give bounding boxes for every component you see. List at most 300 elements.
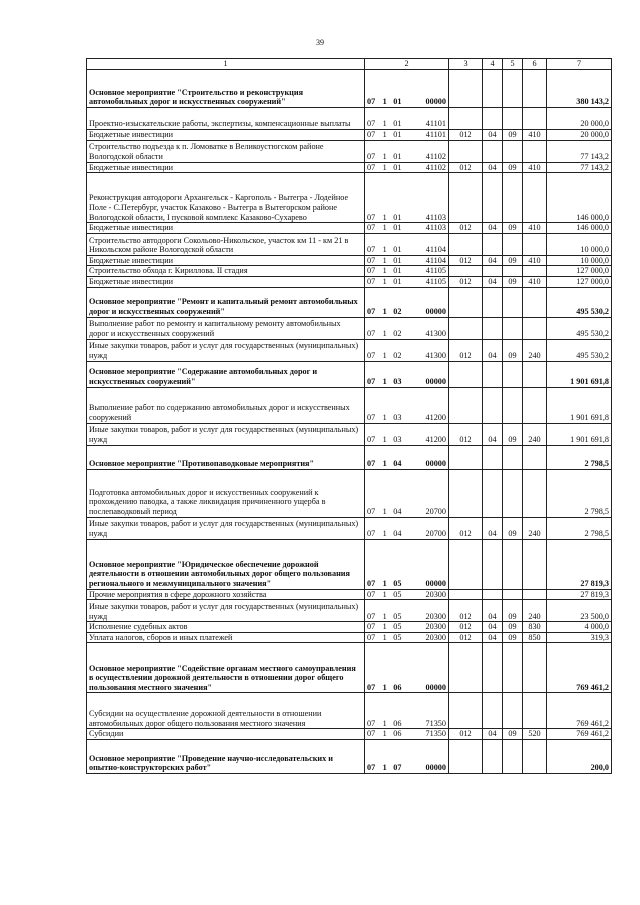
row-col6-cell — [523, 287, 547, 317]
main-activity-row — [87, 287, 612, 317]
code-part: 41103 — [425, 223, 446, 233]
row-col5-cell — [503, 70, 523, 108]
table-row — [87, 162, 612, 173]
code-part: 05 — [393, 632, 402, 642]
row-amount-cell: 27 819,3 — [547, 539, 612, 589]
code-part: 20700 — [425, 528, 446, 538]
column-header: 1 — [87, 59, 365, 70]
row-col6-cell — [523, 445, 547, 469]
row-col3-cell: 012 — [449, 255, 483, 266]
table-header-row — [87, 59, 612, 70]
row-name-cell: Иные закупки товаров, работ и услуг для государственных (муниципальных) нужд — [87, 423, 365, 445]
code-part: 01 — [393, 212, 402, 222]
main-activity-row — [87, 539, 612, 589]
row-code-cell — [365, 108, 449, 130]
code-part: 01 — [393, 245, 402, 255]
code-part: 01 — [393, 162, 402, 172]
code-part: 41102 — [425, 152, 446, 161]
row-col6-cell — [523, 317, 547, 339]
row-amount-cell: 495 530,2 — [547, 287, 612, 317]
row-col6-cell — [523, 739, 547, 773]
table-row — [87, 233, 612, 255]
row-col3-cell — [449, 643, 483, 693]
table-row — [87, 317, 612, 339]
code-part: 1 — [382, 589, 387, 599]
code-part: 1 — [382, 622, 387, 632]
row-col6-cell: 240 — [523, 423, 547, 445]
row-col3-cell — [449, 445, 483, 469]
table-row — [87, 600, 612, 622]
row-col6-cell: 240 — [523, 339, 547, 361]
row-amount-cell: 1 901 691,8 — [547, 387, 612, 423]
row-code-cell — [365, 693, 449, 729]
budget-code — [366, 351, 447, 361]
code-part: 20300 — [425, 589, 446, 599]
row-name-cell: Строительство подъезда к п. Ломоватке в Великоустюгском районе Вологодской области — [87, 140, 365, 162]
code-part: 01 — [393, 130, 402, 139]
row-col5-cell: 09 — [503, 339, 523, 361]
row-col3-cell — [449, 693, 483, 729]
row-amount-cell: 127 000,0 — [547, 266, 612, 277]
row-col5-cell: 09 — [503, 632, 523, 643]
row-name-cell: Иные закупки товаров, работ и услуг для государственных (муниципальных) нужд — [87, 517, 365, 539]
code-part: 07 — [367, 152, 376, 161]
code-part: 1 — [382, 611, 387, 621]
row-col6-cell: 410 — [523, 255, 547, 266]
row-col5-cell: 09 — [503, 729, 523, 740]
code-part: 02 — [393, 350, 402, 360]
row-col3-cell — [449, 233, 483, 255]
code-part: 20700 — [425, 506, 446, 516]
row-code-cell — [365, 287, 449, 317]
row-amount-cell: 27 819,3 — [547, 589, 612, 600]
row-col4-cell: 04 — [483, 729, 503, 740]
main-activity-row — [87, 70, 612, 108]
code-part: 07 — [367, 682, 376, 692]
table-row — [87, 140, 612, 162]
row-col5-cell — [503, 317, 523, 339]
code-part: 1 — [382, 152, 387, 161]
row-col5-cell — [503, 287, 523, 317]
budget-code — [366, 763, 447, 773]
code-part: 20300 — [425, 622, 446, 632]
code-part: 05 — [393, 622, 402, 632]
column-header: 3 — [449, 59, 483, 70]
code-part: 1 — [382, 632, 387, 642]
code-part: 01 — [393, 152, 402, 161]
budget-code — [366, 729, 447, 739]
code-part: 41102 — [425, 162, 446, 172]
row-col6-cell — [523, 233, 547, 255]
row-col4-cell: 04 — [483, 517, 503, 539]
code-part: 01 — [393, 266, 402, 276]
row-col3-cell: 012 — [449, 162, 483, 173]
code-part: 07 — [367, 528, 376, 538]
budget-code — [366, 719, 447, 729]
row-col4-cell — [483, 643, 503, 693]
code-part: 01 — [393, 119, 402, 129]
code-part: 07 — [367, 130, 376, 139]
row-col3-cell: 012 — [449, 517, 483, 539]
row-col6-cell: 410 — [523, 223, 547, 234]
row-col6-cell — [523, 108, 547, 130]
code-part: 1 — [382, 718, 387, 728]
row-col6-cell: 520 — [523, 729, 547, 740]
row-col4-cell: 04 — [483, 276, 503, 287]
row-col5-cell — [503, 539, 523, 589]
row-code-cell — [365, 173, 449, 223]
row-code-cell — [365, 469, 449, 517]
code-part: 41103 — [425, 212, 446, 222]
code-part: 00000 — [425, 682, 446, 692]
row-code-cell — [365, 589, 449, 600]
row-col4-cell: 04 — [483, 632, 503, 643]
row-col6-cell — [523, 469, 547, 517]
row-amount-cell: 2 798,5 — [547, 517, 612, 539]
row-amount-cell: 769 461,2 — [547, 729, 612, 740]
code-part: 1 — [382, 506, 387, 516]
table-row — [87, 130, 612, 141]
table-row — [87, 729, 612, 740]
row-col3-cell: 012 — [449, 130, 483, 141]
code-part: 07 — [367, 276, 376, 286]
row-col5-cell — [503, 693, 523, 729]
code-part: 07 — [367, 255, 376, 265]
budget-code — [366, 119, 447, 129]
row-name-cell: Основное мероприятие "Строительство и реконструкция автомобильных дорог и искусственных сооружений" — [87, 70, 365, 108]
row-col4-cell — [483, 693, 503, 729]
row-col4-cell — [483, 589, 503, 600]
code-part: 07 — [367, 434, 376, 444]
code-part: 00000 — [425, 97, 446, 107]
column-header: 4 — [483, 59, 503, 70]
budget-code — [366, 152, 447, 162]
code-part: 41105 — [425, 266, 446, 276]
row-col3-cell — [449, 361, 483, 387]
code-part: 1 — [382, 255, 387, 265]
code-part: 01 — [393, 223, 402, 233]
code-part: 07 — [367, 328, 376, 338]
row-col3-cell — [449, 266, 483, 277]
row-amount-cell: 1 901 691,8 — [547, 361, 612, 387]
table-row — [87, 173, 612, 223]
code-part: 01 — [393, 97, 402, 107]
row-name-cell: Подготовка автомобильных дорог и искусственных сооружений к прохождению паводка, а также ликвидация причиненного ущерба в послепаводковый период — [87, 469, 365, 517]
row-col3-cell: 012 — [449, 600, 483, 622]
row-col6-cell: 850 — [523, 632, 547, 643]
code-part: 1 — [382, 276, 387, 286]
code-part: 1 — [382, 763, 387, 773]
row-col3-cell — [449, 140, 483, 162]
budget-code — [366, 163, 447, 173]
table-row — [87, 223, 612, 234]
row-col4-cell: 04 — [483, 255, 503, 266]
code-part: 20300 — [425, 611, 446, 621]
code-part: 01 — [393, 276, 402, 286]
budget-code — [366, 435, 447, 445]
row-col5-cell — [503, 140, 523, 162]
code-part: 1 — [382, 212, 387, 222]
row-name-cell: Уплата налогов, сборов и иных платежей — [87, 632, 365, 643]
row-col4-cell — [483, 539, 503, 589]
row-col6-cell: 240 — [523, 517, 547, 539]
row-col5-cell: 09 — [503, 255, 523, 266]
row-col5-cell: 09 — [503, 517, 523, 539]
code-part: 71350 — [425, 718, 446, 728]
code-part: 41200 — [425, 412, 446, 422]
row-code-cell — [365, 140, 449, 162]
row-col6-cell: 410 — [523, 130, 547, 141]
row-name-cell: Бюджетные инвестиции — [87, 223, 365, 234]
row-name-cell: Выполнение работ по содержанию автомобильных дорог и искусственных сооружений — [87, 387, 365, 423]
table-row — [87, 108, 612, 130]
row-name-cell: Иные закупки товаров, работ и услуг для государственных (муниципальных) нужд — [87, 600, 365, 622]
code-part: 07 — [367, 412, 376, 422]
row-col3-cell: 012 — [449, 423, 483, 445]
row-col5-cell — [503, 739, 523, 773]
code-part: 1 — [382, 682, 387, 692]
row-col5-cell: 09 — [503, 130, 523, 141]
row-col3-cell — [449, 287, 483, 317]
budget-code — [366, 130, 447, 140]
row-amount-cell: 10 000,0 — [547, 255, 612, 266]
code-part: 41104 — [425, 255, 446, 265]
row-code-cell — [365, 130, 449, 141]
code-part: 06 — [393, 682, 402, 692]
row-amount-cell: 495 530,2 — [547, 317, 612, 339]
row-col4-cell — [483, 387, 503, 423]
code-part: 1 — [382, 412, 387, 422]
row-amount-cell: 1 901 691,8 — [547, 423, 612, 445]
code-part: 1 — [382, 245, 387, 255]
table-row — [87, 266, 612, 277]
row-col3-cell: 012 — [449, 339, 483, 361]
column-header: 6 — [523, 59, 547, 70]
code-part: 00000 — [425, 458, 446, 468]
row-code-cell — [365, 255, 449, 266]
code-part: 41104 — [425, 245, 446, 255]
row-col6-cell — [523, 589, 547, 600]
code-part: 07 — [367, 266, 376, 276]
budget-code — [366, 256, 447, 266]
code-part: 07 — [367, 611, 376, 621]
row-col6-cell — [523, 693, 547, 729]
budget-code — [366, 329, 447, 339]
code-part: 01 — [393, 255, 402, 265]
code-part: 00000 — [425, 578, 446, 588]
code-part: 07 — [393, 763, 402, 773]
code-part: 07 — [367, 578, 376, 588]
budget-table — [86, 58, 612, 774]
row-col3-cell — [449, 589, 483, 600]
budget-code — [366, 590, 447, 600]
row-col3-cell: 012 — [449, 632, 483, 643]
code-part: 05 — [393, 611, 402, 621]
budget-code — [366, 612, 447, 622]
code-part: 00000 — [425, 306, 446, 316]
budget-code — [366, 633, 447, 643]
row-col5-cell: 09 — [503, 223, 523, 234]
row-col3-cell — [449, 108, 483, 130]
budget-code — [366, 529, 447, 539]
code-part: 1 — [382, 223, 387, 233]
row-amount-cell: 146 000,0 — [547, 173, 612, 223]
budget-code — [366, 683, 447, 693]
row-code-cell — [365, 317, 449, 339]
row-amount-cell: 769 461,2 — [547, 643, 612, 693]
row-col3-cell — [449, 539, 483, 589]
row-col3-cell — [449, 173, 483, 223]
column-header: 2 — [365, 59, 449, 70]
row-col4-cell — [483, 361, 503, 387]
code-part: 1 — [382, 266, 387, 276]
code-part: 41101 — [425, 130, 446, 139]
code-part: 07 — [367, 97, 376, 107]
row-col5-cell: 09 — [503, 622, 523, 633]
row-name-cell: Иные закупки товаров, работ и услуг для государственных (муниципальных) нужд — [87, 339, 365, 361]
row-col6-cell — [523, 643, 547, 693]
row-col6-cell — [523, 173, 547, 223]
row-code-cell — [365, 632, 449, 643]
budget-code — [366, 307, 447, 317]
row-name-cell: Строительство автодороги Сокольово-Никольское, участок км 11 - км 21 в Никольском районе Вологодской области — [87, 233, 365, 255]
row-col4-cell — [483, 108, 503, 130]
row-col3-cell — [449, 70, 483, 108]
row-col4-cell: 04 — [483, 223, 503, 234]
code-part: 00000 — [425, 376, 446, 386]
row-col5-cell — [503, 445, 523, 469]
main-activity-row — [87, 445, 612, 469]
row-col6-cell — [523, 70, 547, 108]
budget-code — [366, 507, 447, 517]
row-amount-cell: 380 143,2 — [547, 70, 612, 108]
code-part: 06 — [393, 729, 402, 739]
code-part: 41105 — [425, 276, 446, 286]
row-code-cell — [365, 276, 449, 287]
page-number: 39 — [316, 38, 324, 47]
table-row — [87, 517, 612, 539]
row-amount-cell: 200,0 — [547, 739, 612, 773]
row-code-cell — [365, 233, 449, 255]
code-part: 41300 — [425, 350, 446, 360]
row-col5-cell — [503, 173, 523, 223]
row-name-cell: Бюджетные инвестиции — [87, 130, 365, 141]
row-code-cell — [365, 361, 449, 387]
row-amount-cell: 4 000,0 — [547, 622, 612, 633]
budget-code — [366, 622, 447, 632]
row-col5-cell — [503, 589, 523, 600]
code-part: 1 — [382, 328, 387, 338]
code-part: 07 — [367, 245, 376, 255]
code-part: 1 — [382, 306, 387, 316]
row-col6-cell — [523, 387, 547, 423]
row-col5-cell — [503, 361, 523, 387]
row-col5-cell — [503, 108, 523, 130]
code-part: 06 — [393, 718, 402, 728]
row-code-cell — [365, 739, 449, 773]
row-name-cell: Основное мероприятие "Юридическое обеспечение дорожной деятельности в отношении автомобильных дорог общего пользования регионального и межмуниципального значения" — [87, 539, 365, 589]
row-col4-cell: 04 — [483, 339, 503, 361]
row-col4-cell: 04 — [483, 130, 503, 141]
row-col6-cell — [523, 266, 547, 277]
row-amount-cell: 495 530,2 — [547, 339, 612, 361]
row-code-cell — [365, 622, 449, 633]
row-code-cell — [365, 643, 449, 693]
table-row — [87, 632, 612, 643]
row-amount-cell: 127 000,0 — [547, 276, 612, 287]
table-row — [87, 469, 612, 517]
row-col3-cell — [449, 469, 483, 517]
table-row — [87, 589, 612, 600]
code-part: 07 — [367, 119, 376, 129]
row-amount-cell: 769 461,2 — [547, 693, 612, 729]
row-col3-cell: 012 — [449, 729, 483, 740]
code-part: 03 — [393, 376, 402, 386]
row-col6-cell: 410 — [523, 276, 547, 287]
row-code-cell — [365, 162, 449, 173]
code-part: 07 — [367, 632, 376, 642]
row-name-cell: Основное мероприятие "Противопаводковые мероприятия" — [87, 445, 365, 469]
row-code-cell — [365, 70, 449, 108]
row-col5-cell: 09 — [503, 162, 523, 173]
code-part: 1 — [382, 97, 387, 107]
row-col4-cell: 04 — [483, 423, 503, 445]
code-part: 07 — [367, 729, 376, 739]
row-name-cell: Бюджетные инвестиции — [87, 162, 365, 173]
code-part: 20300 — [425, 632, 446, 642]
row-code-cell — [365, 387, 449, 423]
code-part: 07 — [367, 763, 376, 773]
column-header: 7 — [547, 59, 612, 70]
row-amount-cell: 77 143,2 — [547, 162, 612, 173]
budget-code — [366, 413, 447, 423]
code-part: 1 — [382, 350, 387, 360]
code-part: 07 — [367, 506, 376, 516]
code-part: 41200 — [425, 434, 446, 444]
code-part: 1 — [382, 162, 387, 172]
row-col5-cell: 09 — [503, 276, 523, 287]
row-code-cell — [365, 539, 449, 589]
budget-code — [366, 223, 447, 233]
code-part: 03 — [393, 434, 402, 444]
code-part: 1 — [382, 458, 387, 468]
code-part: 07 — [367, 718, 376, 728]
budget-code — [366, 97, 447, 107]
row-amount-cell: 77 143,2 — [547, 140, 612, 162]
row-col6-cell — [523, 361, 547, 387]
row-col5-cell — [503, 233, 523, 255]
row-col6-cell: 240 — [523, 600, 547, 622]
budget-code — [366, 377, 447, 387]
code-part: 41300 — [425, 328, 446, 338]
code-part: 1 — [382, 130, 387, 139]
row-col3-cell — [449, 317, 483, 339]
row-col5-cell: 09 — [503, 600, 523, 622]
code-part: 41101 — [425, 119, 446, 129]
main-activity-row — [87, 739, 612, 773]
code-part: 07 — [367, 162, 376, 172]
row-col4-cell — [483, 317, 503, 339]
row-col5-cell — [503, 469, 523, 517]
code-part: 1 — [382, 528, 387, 538]
row-col4-cell — [483, 70, 503, 108]
column-header: 5 — [503, 59, 523, 70]
row-name-cell: Строительство обхода г. Кириллова. II стадия — [87, 266, 365, 277]
row-name-cell: Выполнение работ по ремонту и капитальному ремонту автомобильных дорог и искусственных сооружений — [87, 317, 365, 339]
row-amount-cell: 146 000,0 — [547, 223, 612, 234]
row-name-cell: Основное мероприятие "Ремонт и капитальный ремонт автомобильных дорог и искусственных сооружений" — [87, 287, 365, 317]
code-part: 04 — [393, 528, 402, 538]
